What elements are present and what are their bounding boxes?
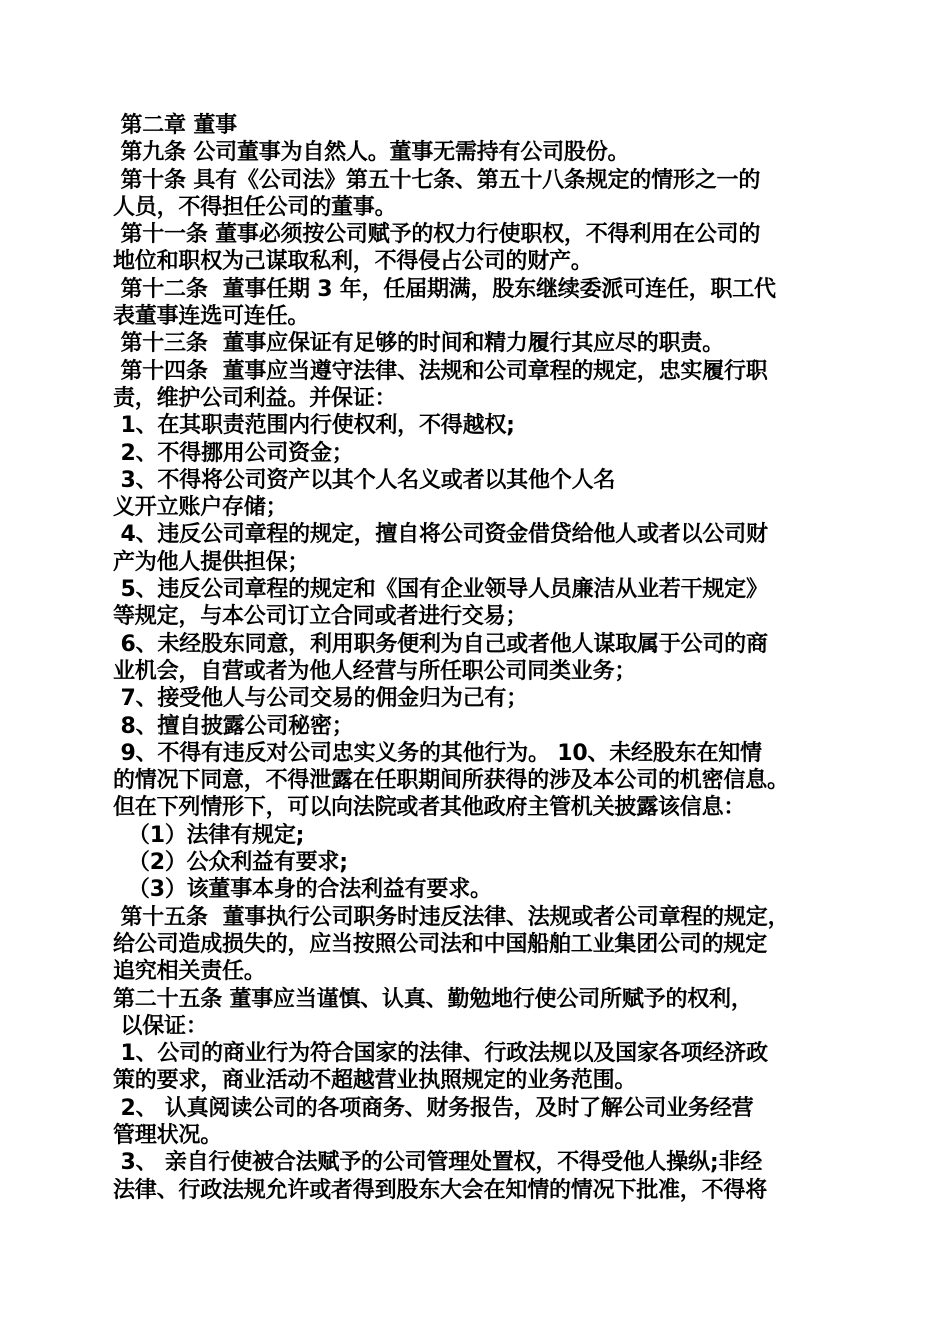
list-item-line: 义开立账户存储； bbox=[113, 495, 288, 521]
list-item-line: 的情况下同意，不得泄露在任职期间所获得的涉及本公司的机密信息。 bbox=[113, 768, 789, 794]
article-11-line: 第十一条 董事必须按公司赋予的权力行使职权，不得利用在公司的 bbox=[113, 222, 761, 248]
article-25-line: 以保证： bbox=[113, 1013, 208, 1039]
list-item-line: 9、不得有违反对公司忠实义务的其他行为。 10、未经股东在知情 bbox=[113, 740, 762, 766]
article-12-line: 第十二条 董事任期 3 年，任届期满，股东继续委派可连任，职工代 bbox=[113, 276, 776, 302]
article-11-line: 地位和职权为己谋取私利，不得侵占公司的财产。 bbox=[113, 249, 593, 275]
article-13-line: 第十三条 董事应保证有足够的时间和精力履行其应尽的职责。 bbox=[113, 331, 724, 357]
article-14-line: 第十四条 董事应当遵守法律、法规和公司章程的规定，忠实履行职 bbox=[113, 358, 768, 384]
list-item-line: 法律、行政法规允许或者得到股东大会在知情的情况下批准，不得将 bbox=[113, 1177, 768, 1203]
list-item-line: 3、不得将公司资产以其个人名义或者以其他个人名 bbox=[113, 467, 616, 493]
list-item-line: 5、违反公司章程的规定和《国有企业领导人员廉洁从业若干规定》 bbox=[113, 577, 768, 603]
article-10-line: 第十条 具有《公司法》第五十七条、第五十八条规定的情形之一的 bbox=[113, 167, 761, 193]
list-item-line: 等规定，与本公司订立合同或者进行交易； bbox=[113, 604, 528, 630]
chapter-heading: 第二章 董事 bbox=[113, 113, 237, 138]
list-item-line: 2、 认真阅读公司的各项商务、财务报告，及时了解公司业务经营 bbox=[113, 1095, 754, 1121]
article-25-line: 第二十五条 董事应当谨慎、认真、勤勉地行使公司所赋予的权利， bbox=[113, 986, 753, 1012]
list-item-line: 8、擅自披露公司秘密； bbox=[113, 713, 354, 739]
article-10-line: 人员，不得担任公司的董事。 bbox=[113, 194, 397, 220]
sub-item-line: （3）该董事本身的合法利益有要求。 bbox=[113, 877, 492, 903]
list-item-line: 但在下列情形下，可以向法院或者其他政府主管机关披露该信息： bbox=[113, 795, 746, 821]
list-item-line: 策的要求，商业活动不超越营业执照规定的业务范围。 bbox=[113, 1068, 637, 1094]
list-item-line: 4、违反公司章程的规定，擅自将公司资金借贷给他人或者以公司财 bbox=[113, 522, 768, 548]
sub-item-line: （2）公众利益有要求; bbox=[113, 850, 348, 876]
list-item-line: 产为他人提供担保； bbox=[113, 549, 310, 575]
list-item-line: 3、 亲自行使被合法赋予的公司管理处置权，不得受他人操纵;非经 bbox=[113, 1150, 763, 1176]
list-item-line: 6、未经股东同意，利用职务便利为自己或者他人谋取属于公司的商 bbox=[113, 631, 768, 657]
list-item-line: 管理状况。 bbox=[113, 1122, 223, 1148]
list-item-line: 7、接受他人与公司交易的佣金归为己有； bbox=[113, 686, 528, 712]
document-page bbox=[113, 112, 853, 1204]
list-item-line: 1、公司的商业行为符合国家的法律、行政法规以及国家各项经济政 bbox=[113, 1041, 768, 1067]
article-15-line: 第十五条 董事执行公司职务时违反法律、法规或者公司章程的规定， bbox=[113, 904, 790, 930]
article-14-line: 责，维护公司利益。并保证： bbox=[113, 385, 397, 411]
list-item-line: 1、在其职责范围内行使权利，不得越权; bbox=[113, 413, 515, 439]
article-9-line: 第九条 公司董事为自然人。董事无需持有公司股份。 bbox=[113, 140, 630, 166]
article-12-line: 表董事连选可连任。 bbox=[113, 304, 310, 330]
article-15-line: 给公司造成损失的，应当按照公司法和中国船舶工业集团公司的规定 bbox=[113, 931, 768, 957]
list-item-line: 2、不得挪用公司资金； bbox=[113, 440, 354, 466]
list-item-line: 业机会，自营或者为他人经营与所任职公司同类业务； bbox=[113, 658, 637, 684]
article-15-line: 追究相关责任。 bbox=[113, 959, 266, 985]
sub-item-line: （1）法律有规定; bbox=[113, 822, 305, 848]
